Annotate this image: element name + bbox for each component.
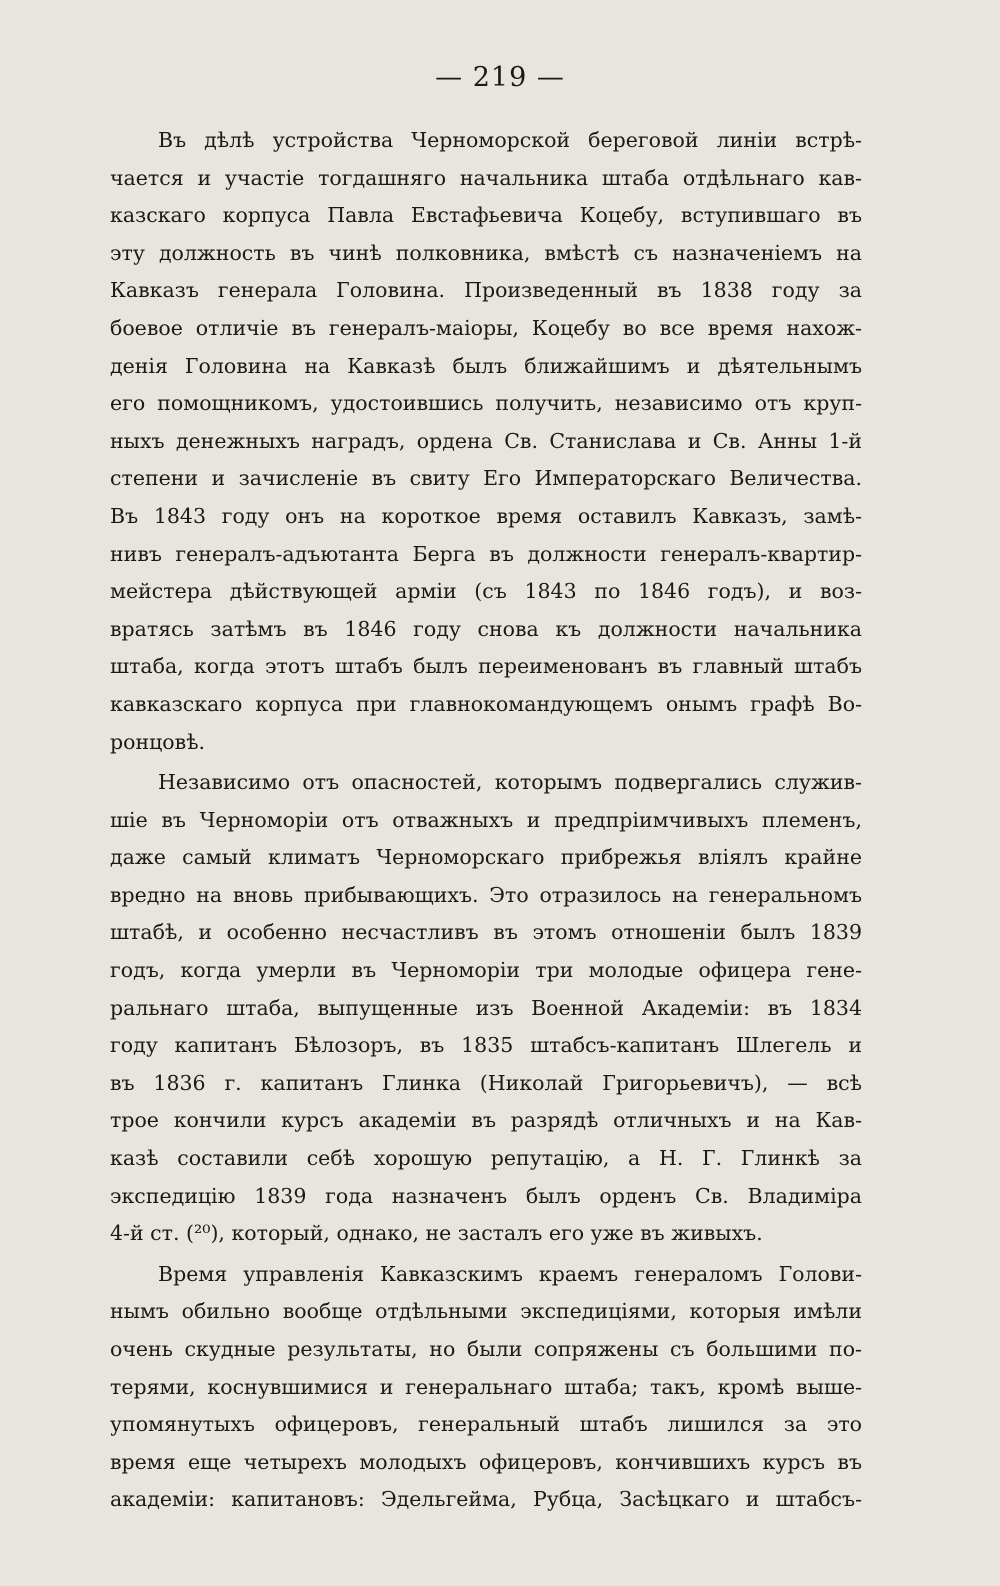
text-line: академіи: капитановъ: Эдельгейма, Рубца, Засѣцкаго и штабсъ- xyxy=(110,1487,862,1512)
paragraph-1 xyxy=(110,122,862,761)
text-line: году капитанъ Бѣлозоръ, въ 1835 штабсъ-капитанъ Шлегель и xyxy=(110,1033,862,1058)
text-line: ральнаго штаба, выпущенные изъ Военной Академіи: въ 1834 xyxy=(110,995,862,1020)
text-line: Въ 1843 году онъ на короткое время оставилъ Кавказъ, замѣ- xyxy=(110,503,862,528)
text-line: шіе въ Черноморіи отъ отважныхъ и предпріимчивыхъ племенъ, xyxy=(110,807,862,832)
text-line: нивъ генералъ-адъютанта Берга въ должности генералъ-квартир- xyxy=(110,541,862,566)
text-line: 4-й ст. (²⁰), который, однако, не засталъ его уже въ живыхъ. xyxy=(110,1221,763,1246)
text-line: казскаго корпуса Павла Евстафьевича Коцебу, вступившаго въ xyxy=(110,203,862,228)
paragraph-2 xyxy=(110,764,862,1253)
text-line: штабѣ, и особенно несчастливъ въ этомъ отношеніи былъ 1839 xyxy=(110,920,862,945)
body-text xyxy=(110,122,862,1522)
text-line: эту должность въ чинѣ полковника, вмѣстѣ съ назначеніемъ на xyxy=(110,240,862,265)
text-line: даже самый климатъ Черноморскаго прибрежья вліялъ крайне xyxy=(110,845,862,870)
text-line: экспедицію 1839 года назначенъ былъ орденъ Св. Владиміра xyxy=(110,1183,862,1208)
text-line: трое кончили курсъ академіи въ разрядѣ отличныхъ и на Кав- xyxy=(110,1108,862,1133)
paragraph-3 xyxy=(110,1256,862,1519)
text-line: мейстера дѣйствующей арміи (съ 1843 по 1846 годъ), и воз- xyxy=(110,579,862,604)
text-line: въ 1836 г. капитанъ Глинка (Николай Григорьевичъ), — всѣ xyxy=(110,1070,862,1095)
text-line: Время управленія Кавказскимъ краемъ генераломъ Голови- xyxy=(158,1261,862,1286)
text-line: ныхъ денежныхъ наградъ, ордена Св. Станислава и Св. Анны 1-й xyxy=(110,428,862,453)
text-line: ронцовѣ. xyxy=(110,729,206,754)
text-line: вратясь затѣмъ въ 1846 году снова къ должности начальника xyxy=(110,616,862,641)
text-line: Въ дѣлѣ устройства Черноморской береговой линіи встрѣ- xyxy=(158,128,862,152)
text-line: нымъ обильно вообще отдѣльными экспедиціями, которыя имѣли xyxy=(110,1299,862,1324)
text-line: упомянутыхъ офицеровъ, генеральный штабъ лишился за это xyxy=(110,1412,862,1437)
text-line: его помощникомъ, удостоившись получить, независимо отъ круп- xyxy=(110,391,862,416)
text-line: боевое отличіе въ генералъ-маіоры, Коцебу во все время нахож- xyxy=(110,315,862,340)
text-line: денія Головина на Кавказѣ былъ ближайшимъ и дѣятельнымъ xyxy=(110,353,862,378)
text-line: Кавказъ генерала Головина. Произведенный въ 1838 году за xyxy=(110,278,862,303)
page-number: — 219 — xyxy=(435,62,565,93)
text-line: время еще четырехъ молодыхъ офицеровъ, кончившихъ курсъ въ xyxy=(110,1449,862,1474)
text-line: кавказскаго корпуса при главнокомандующемъ онымъ графѣ Во- xyxy=(110,691,862,716)
text-line: вредно на вновь прибывающихъ. Это отразилось на генеральномъ xyxy=(110,882,862,907)
text-line: терями, коснувшимися и генеральнаго штаба; такъ, кромѣ выше- xyxy=(110,1374,862,1399)
text-line: Независимо отъ опасностей, которымъ подвергались служив- xyxy=(158,770,862,795)
text-line: годъ, когда умерли въ Черноморіи три молодые офицера гене- xyxy=(110,958,862,983)
text-line: степени и зачисленіе въ свиту Его Императорскаго Величества. xyxy=(110,466,862,491)
text-line: казѣ составили себѣ хорошую репутацію, а Н. Г. Глинкѣ за xyxy=(110,1146,862,1171)
text-line: чается и участіе тогдашняго начальника штаба отдѣльнаго кав- xyxy=(110,165,862,190)
text-line: очень скудные результаты, но были сопряжены съ большими по- xyxy=(110,1337,862,1361)
text-line: штаба, когда этотъ штабъ былъ переименованъ въ главный штабъ xyxy=(110,654,862,679)
